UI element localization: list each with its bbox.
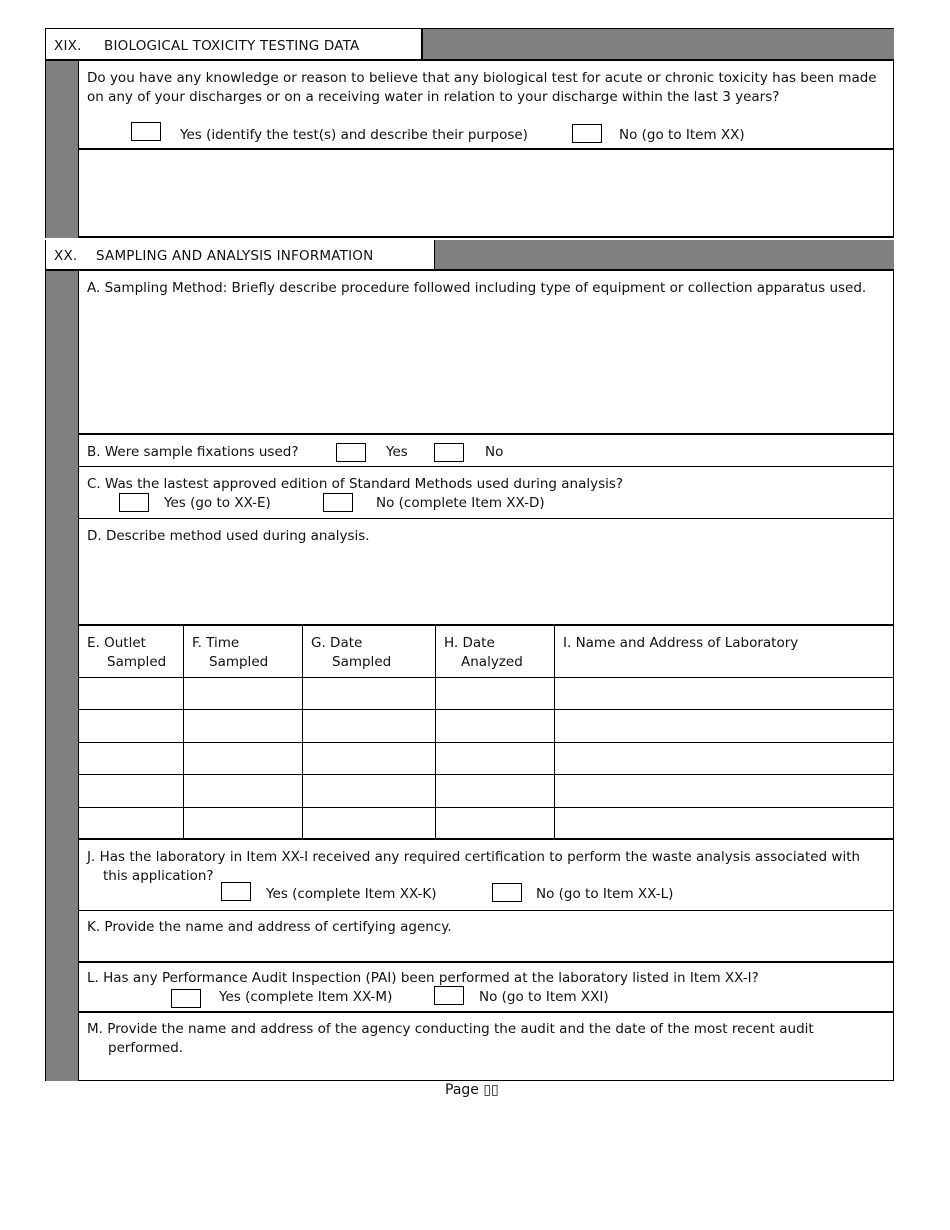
section-xx-header-shade — [434, 240, 894, 269]
table-header-time — [184, 626, 303, 678]
item-b-panel — [78, 435, 894, 467]
table-cell[interactable] — [436, 743, 555, 775]
table-cell[interactable] — [303, 743, 436, 775]
section-xix-no-label: No (go to Item XX) — [619, 127, 745, 143]
section-xix-side-bar — [45, 61, 78, 238]
table-cell[interactable] — [303, 775, 436, 808]
item-b-label: B. Were sample fixations used? — [87, 444, 299, 460]
section-xix-header-shade — [421, 29, 894, 59]
item-m-panel[interactable] — [78, 1013, 894, 1081]
item-j-yes-checkbox[interactable] — [221, 882, 251, 901]
section-xx-number: XX. — [54, 248, 78, 264]
table-cell[interactable] — [184, 743, 303, 775]
section-xx-side-bar — [45, 271, 78, 1081]
table-cell[interactable] — [303, 808, 436, 838]
section-xix-description-field[interactable] — [78, 150, 894, 238]
section-xix-header — [45, 28, 894, 61]
item-l-no-label: No (go to Item XXI) — [479, 989, 609, 1005]
table-cell[interactable] — [184, 710, 303, 743]
item-c-yes-label: Yes (go to XX-E) — [164, 495, 271, 511]
table-cell[interactable] — [436, 808, 555, 838]
table-cell[interactable] — [555, 775, 894, 808]
table-header-outlet-line2: Sampled — [107, 654, 167, 670]
table-header-date-analyzed-line2: Analyzed — [461, 654, 523, 670]
item-c-no-label: No (complete Item XX-D) — [376, 495, 545, 511]
table-cell[interactable] — [184, 808, 303, 838]
section-xix-question-line1: Do you have any knowledge or reason to believe that any biological test for acute or chronic toxicity has been made — [87, 70, 877, 86]
item-m-line1: M. Provide the name and address of the agency conducting the audit and the date of the most recent audit — [87, 1021, 814, 1037]
table-cell[interactable] — [303, 710, 436, 743]
item-j-no-checkbox[interactable] — [492, 883, 522, 902]
section-xix-question-line2: on any of your discharges or on a receiving water in relation to your discharge within the last 3 years? — [87, 89, 780, 105]
item-j-panel — [78, 840, 894, 911]
item-d-label: D. Describe method used during analysis. — [87, 528, 370, 544]
item-b-yes-checkbox[interactable] — [336, 443, 366, 462]
table-cell[interactable] — [79, 743, 184, 775]
table-cell[interactable] — [184, 775, 303, 808]
item-l-yes-checkbox[interactable] — [171, 989, 201, 1008]
section-xix-question-panel — [78, 61, 894, 150]
item-j-no-label: No (go to Item XX-L) — [536, 886, 674, 902]
table-cell[interactable] — [303, 678, 436, 710]
table-header-laboratory-line1: I. Name and Address of Laboratory — [563, 635, 799, 651]
item-d-panel[interactable] — [78, 519, 894, 626]
table-header-date-sampled-line2: Sampled — [332, 654, 392, 670]
page-number: Page ▯▯ — [445, 1082, 499, 1098]
table-cell[interactable] — [555, 808, 894, 838]
section-xx-title: SAMPLING AND ANALYSIS INFORMATION — [96, 248, 374, 264]
table-cell[interactable] — [79, 775, 184, 808]
table-header-date-sampled-line1: G. Date — [311, 635, 363, 651]
table-header-laboratory — [555, 626, 894, 678]
item-l-panel — [78, 963, 894, 1013]
table-header-date-sampled — [303, 626, 436, 678]
section-xx-header — [45, 240, 894, 271]
item-k-panel[interactable] — [78, 911, 894, 963]
item-c-yes-checkbox[interactable] — [119, 493, 149, 512]
table-cell[interactable] — [184, 678, 303, 710]
section-xix-yes-label: Yes (identify the test(s) and describe their purpose) — [180, 127, 528, 143]
item-j-line2: this application? — [103, 868, 214, 884]
table-cell[interactable] — [79, 710, 184, 743]
item-b-no-checkbox[interactable] — [434, 443, 464, 462]
table-cell[interactable] — [79, 808, 184, 838]
table-cell[interactable] — [555, 678, 894, 710]
item-c-panel — [78, 467, 894, 519]
section-xix-yes-checkbox[interactable] — [131, 122, 161, 141]
table-cell[interactable] — [436, 710, 555, 743]
table-header-outlet-line1: E. Outlet — [87, 635, 146, 651]
item-b-no-label: No — [485, 444, 504, 460]
item-a-label: A. Sampling Method: Briefly describe procedure followed including type of equipment or collection apparatus used. — [87, 280, 867, 296]
section-xix-title: BIOLOGICAL TOXICITY TESTING DATA — [104, 38, 360, 54]
item-j-yes-label: Yes (complete Item XX-K) — [266, 886, 437, 902]
item-l-no-checkbox[interactable] — [434, 986, 464, 1005]
sampling-table — [78, 626, 894, 840]
table-cell[interactable] — [436, 775, 555, 808]
table-cell[interactable] — [436, 678, 555, 710]
table-cell[interactable] — [555, 710, 894, 743]
item-b-yes-label: Yes — [386, 444, 408, 460]
table-header-date-analyzed — [436, 626, 555, 678]
item-c-label: C. Was the lastest approved edition of Standard Methods used during analysis? — [87, 476, 624, 492]
item-l-yes-label: Yes (complete Item XX-M) — [219, 989, 393, 1005]
item-j-line1: J. Has the laboratory in Item XX-I received any required certification to perform the waste analysis associated with — [87, 849, 861, 865]
item-k-label: K. Provide the name and address of certifying agency. — [87, 919, 452, 935]
table-cell[interactable] — [555, 743, 894, 775]
table-header-time-line1: F. Time — [192, 635, 240, 651]
table-header-date-analyzed-line1: H. Date — [444, 635, 495, 651]
section-xix-number: XIX. — [54, 38, 82, 54]
item-a-panel[interactable] — [78, 271, 894, 435]
item-c-no-checkbox[interactable] — [323, 493, 353, 512]
section-xix-no-checkbox[interactable] — [572, 124, 602, 143]
table-header-time-line2: Sampled — [209, 654, 269, 670]
item-m-line2: performed. — [108, 1040, 184, 1056]
table-header-outlet — [79, 626, 184, 678]
table-cell[interactable] — [79, 678, 184, 710]
item-l-label: L. Has any Performance Audit Inspection (PAI) been performed at the laboratory listed in Item XX-I? — [87, 970, 759, 986]
